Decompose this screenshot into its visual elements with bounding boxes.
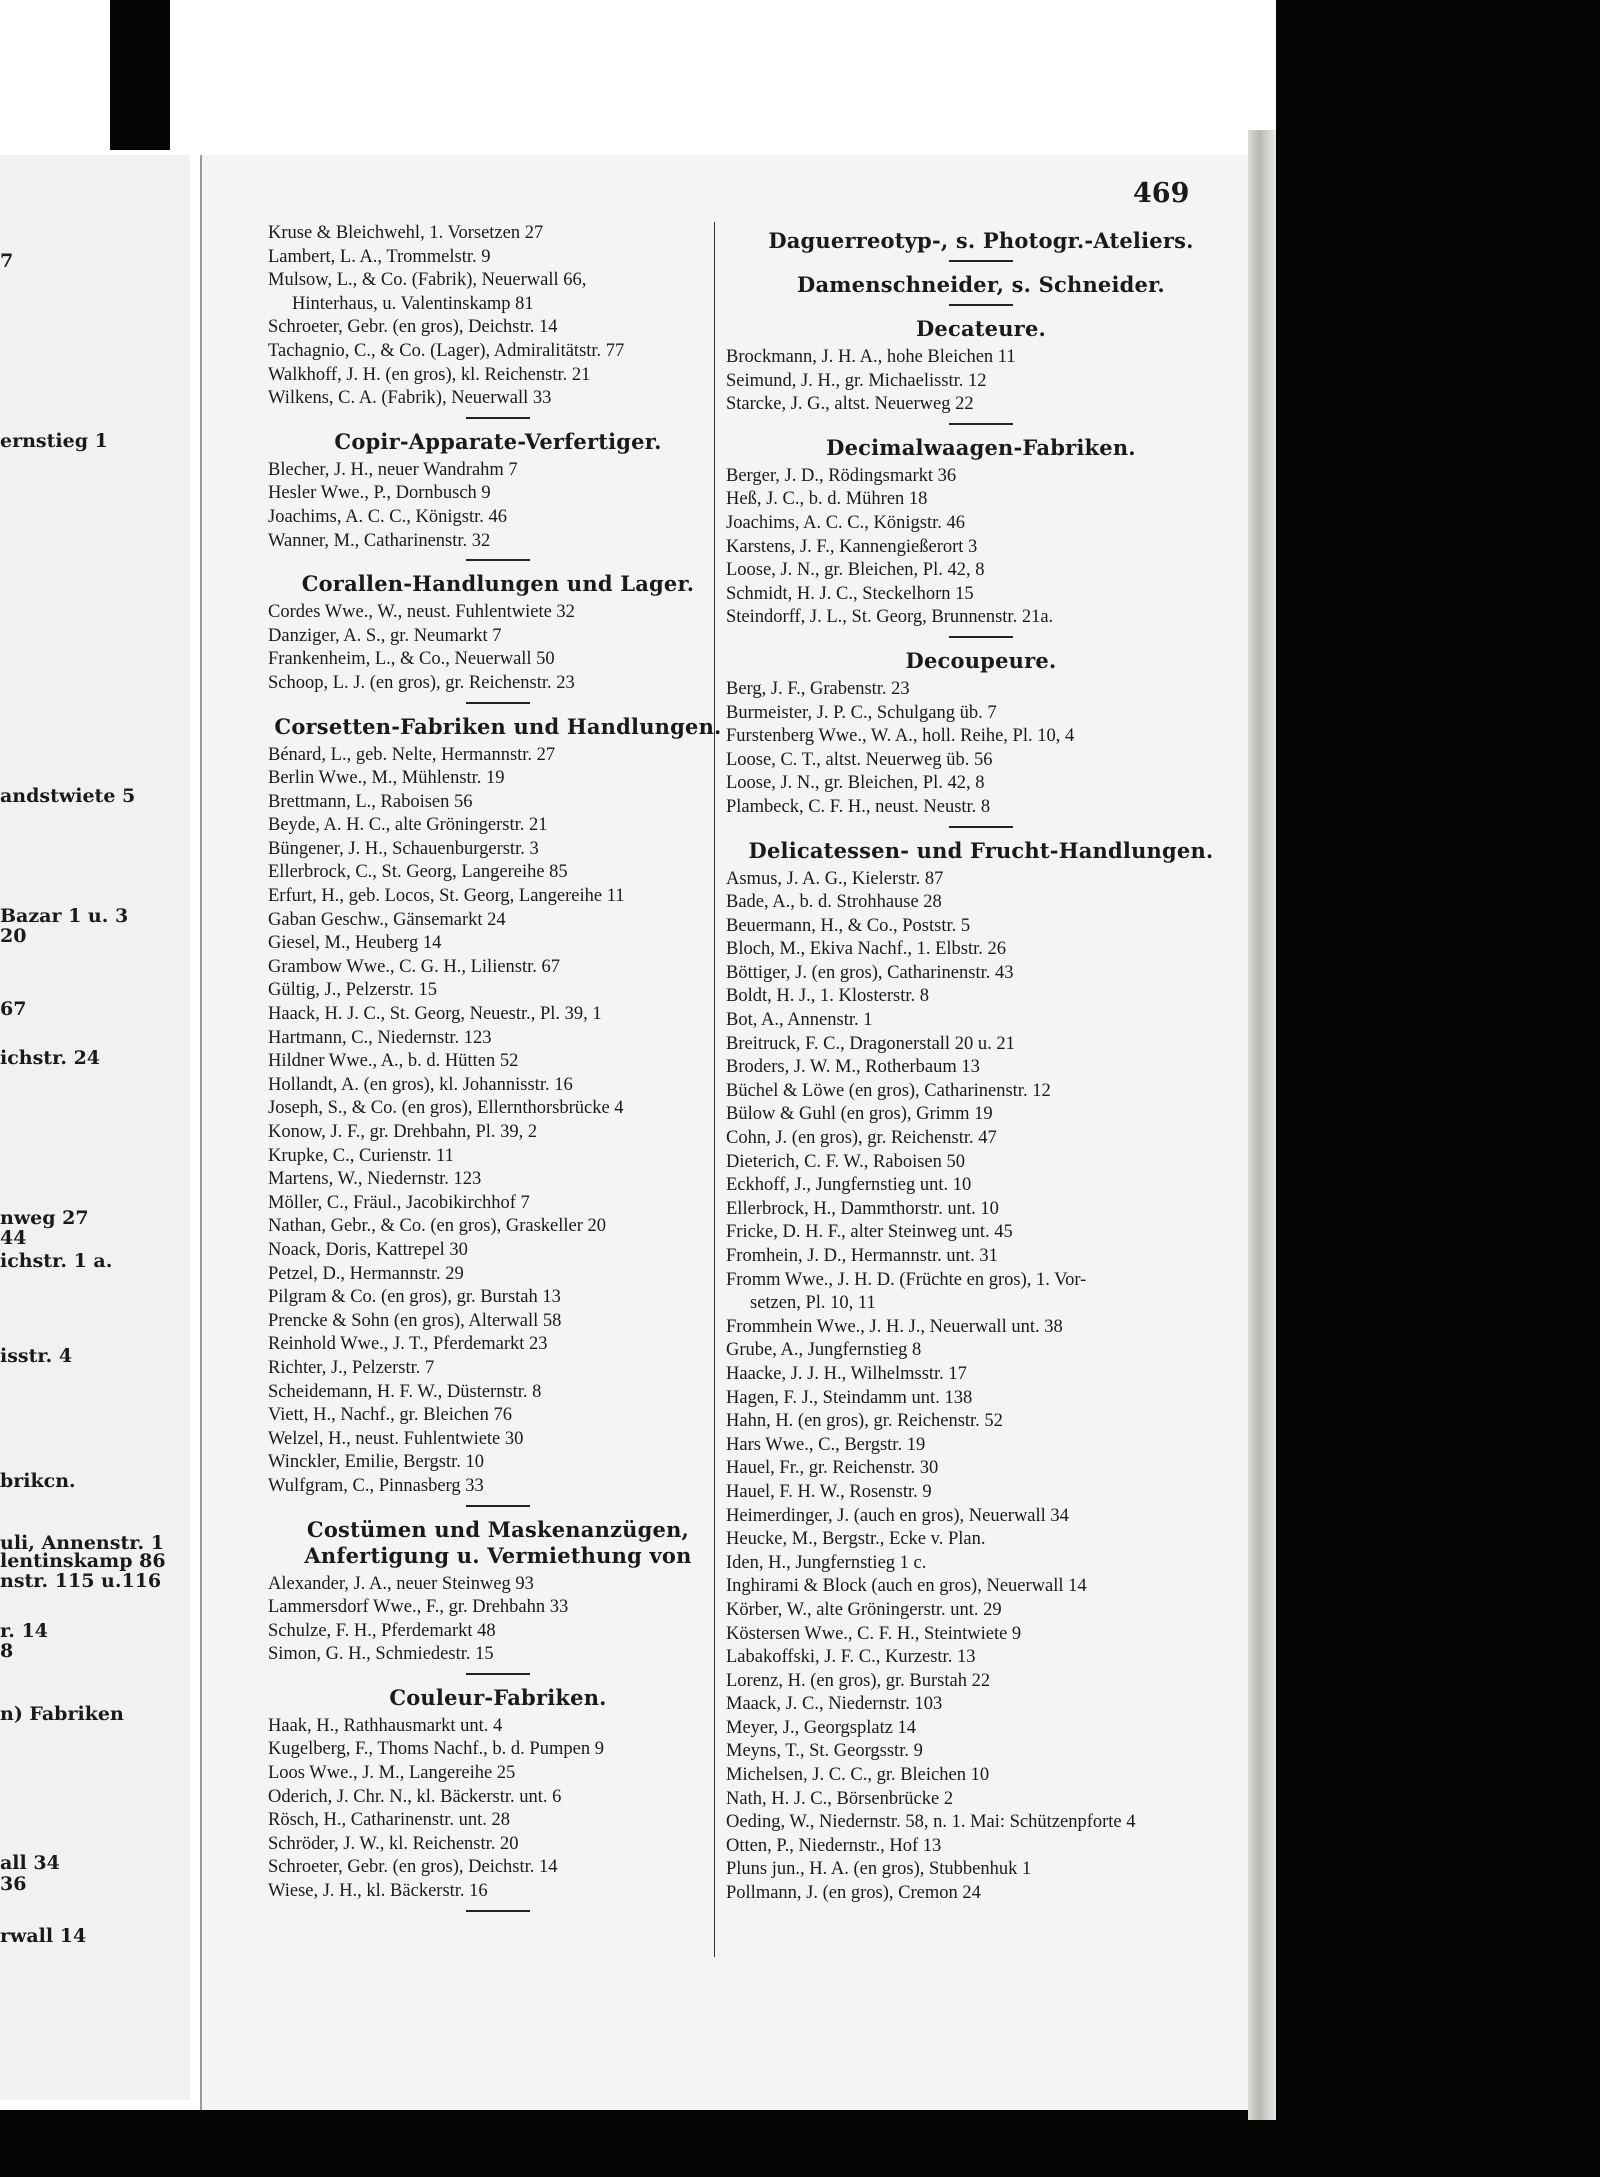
directory-entry: Schoop, L. J. (en gros), gr. Reichenstr. 23 [268, 672, 575, 693]
directory-entry: Büchel & Löwe (en gros), Catharinenstr. 12 [726, 1080, 1051, 1101]
previous-page-fragment: nweg 27 [0, 1207, 89, 1229]
directory-entry: Lammersdorf Wwe., F., gr. Drehbahn 33 [268, 1597, 569, 1618]
directory-entry: Otten, P., Niedernstr., Hof 13 [726, 1835, 942, 1856]
directory-entry: Steindorff, J. L., St. Georg, Brunnenstr. 21a. [726, 607, 1054, 628]
directory-entry: Joachims, A. C. C., Königstr. 46 [268, 506, 507, 527]
directory-entry: Heucke, M., Bergstr., Ecke v. Plan. [726, 1529, 986, 1550]
section-heading: Corallen-Handlungen und Lager. [301, 571, 695, 597]
directory-entry: Erfurt, H., geb. Locos, St. Georg, Langereihe 11 [268, 886, 625, 907]
directory-entry: Schröder, J. W., kl. Reichenstr. 20 [268, 1833, 519, 1854]
directory-section [268, 1517, 728, 1675]
directory-entry: setzen, Pl. 10, 11 [750, 1293, 876, 1314]
section-rule [949, 423, 1013, 425]
directory-entry: Simon, G. H., Schmiedestr. 15 [268, 1644, 494, 1665]
directory-entry: Furstenberg Wwe., W. A., holl. Reihe, Pl. 10, 4 [726, 726, 1075, 747]
previous-page-fragment: 8 [0, 1640, 14, 1662]
section-rule [466, 417, 530, 419]
directory-entry: Pollmann, J. (en gros), Cremon 24 [726, 1883, 981, 1904]
directory-entry: Loose, J. N., gr. Bleichen, Pl. 42, 8 [726, 560, 985, 581]
directory-entry: Lorenz, H. (en gros), gr. Burstah 22 [726, 1670, 991, 1691]
directory-entry: Bülow & Guhl (en gros), Grimm 19 [726, 1104, 993, 1125]
section-heading: Decoupeure. [905, 647, 1057, 673]
directory-entry: Bade, A., b. d. Strohhause 28 [726, 892, 942, 913]
directory-entry: Frommhein Wwe., J. H. J., Neuerwall unt. 38 [726, 1316, 1063, 1337]
directory-section [726, 435, 1236, 638]
section-rule [466, 1910, 530, 1912]
section-heading: Couleur-Fabriken. [389, 1684, 607, 1710]
directory-entry: Reinhold Wwe., J. T., Pferdemarkt 23 [268, 1334, 548, 1355]
directory-entry: Bot, A., Annenstr. 1 [726, 1010, 873, 1031]
directory-entry: Breitruck, F. C., Dragonerstall 20 u. 21 [726, 1033, 1015, 1054]
section-heading: Daguerreotyp-, s. Photogr.-Ateliers. [768, 228, 1194, 253]
directory-entry: Mulsow, L., & Co. (Fabrik), Neuerwall 66, [268, 270, 587, 291]
directory-entry: Joachims, A. C. C., Königstr. 46 [726, 512, 965, 533]
directory-entry: Tachagnio, C., & Co. (Lager), Admiralitätstr. 77 [268, 340, 625, 361]
directory-entry: Fromm Wwe., J. H. D. (Früchte en gros), 1. Vor- [726, 1269, 1087, 1290]
directory-entry: Burmeister, J. P. C., Schulgang üb. 7 [726, 702, 997, 723]
directory-entry: Wanner, M., Catharinenstr. 32 [268, 530, 491, 551]
directory-section [268, 429, 728, 561]
page-edge-shadow [1248, 130, 1276, 2120]
directory-entry: Oderich, J. Chr. N., kl. Bäckerstr. unt. 6 [268, 1786, 562, 1807]
directory-entry: Karstens, J. F., Kannengießerort 3 [726, 536, 978, 557]
directory-entry: Beuermann, H., & Co., Poststr. 5 [726, 915, 971, 936]
directory-entry: Brettmann, L., Raboisen 56 [268, 791, 473, 812]
directory-entry: Hollandt, A. (en gros), kl. Johannisstr. 16 [268, 1074, 573, 1095]
directory-entry: Heß, J. C., b. d. Mühren 18 [726, 489, 928, 510]
section-heading: Costümen und Maskenanzügen, Anfertigung u. Vermiethung von [304, 1516, 692, 1568]
directory-entry: Boldt, H. J., 1. Klosterstr. 8 [726, 986, 929, 1007]
section-heading: Damenschneider, s. Schneider. [797, 272, 1165, 297]
section-heading: Delicatessen- und Frucht-Handlungen. [748, 837, 1214, 863]
section-rule [466, 1505, 530, 1507]
directory-entry: Köstersen Wwe., C. F. H., Steintwiete 9 [726, 1623, 1022, 1644]
previous-page-fragment: ichstr. 24 [0, 1047, 101, 1069]
directory-entry: Viett, H., Nachf., gr. Bleichen 76 [268, 1405, 512, 1426]
directory-entry: Noack, Doris, Kattrepel 30 [268, 1239, 468, 1260]
directory-section [726, 228, 1236, 262]
directory-entry: Joseph, S., & Co. (en gros), Ellernthorsbrücke 4 [268, 1098, 624, 1119]
directory-entry: Cordes Wwe., W., neust. Fuhlentwiete 32 [268, 602, 575, 623]
directory-entry: Broders, J. W. M., Rotherbaum 13 [726, 1057, 980, 1078]
previous-page-fragment: 44 [0, 1227, 27, 1249]
directory-entry: Iden, H., Jungfernstieg 1 c. [726, 1552, 927, 1573]
directory-entry: Fricke, D. H. F., alter Steinweg unt. 45 [726, 1222, 1013, 1243]
previous-page-fragment: andstwiete 5 [0, 785, 136, 807]
directory-entry: Hahn, H. (en gros), gr. Reichenstr. 52 [726, 1411, 1003, 1432]
directory-section [726, 316, 1236, 425]
previous-page-fragment: 36 [0, 1873, 27, 1895]
directory-entry: Grube, A., Jungfernstieg 8 [726, 1340, 922, 1361]
directory-entry: Pilgram & Co. (en gros), gr. Burstah 13 [268, 1287, 561, 1308]
previous-page-fragment: rwall 14 [0, 1925, 87, 1947]
previous-page-fragment: 7 [0, 250, 14, 272]
directory-entry: Oeding, W., Niedernstr. 58, n. 1. Mai: Schützenpforte 4 [726, 1812, 1136, 1833]
directory-entry: Bénard, L., geb. Nelte, Hermannstr. 27 [268, 744, 556, 765]
directory-entry: Meyns, T., St. Georgsstr. 9 [726, 1741, 923, 1762]
directory-entry: Wulfgram, C., Pinnasberg 33 [268, 1475, 484, 1496]
section-rule [949, 636, 1013, 638]
directory-entry: Maack, J. C., Niedernstr. 103 [726, 1694, 943, 1715]
directory-entry: Haacke, J. J. H., Wilhelmsstr. 17 [726, 1363, 967, 1384]
directory-entry: Welzel, H., neust. Fuhlentwiete 30 [268, 1428, 524, 1449]
directory-entry: Schroeter, Gebr. (en gros), Deichstr. 14 [268, 1857, 558, 1878]
directory-entry: Asmus, J. A. G., Kielerstr. 87 [726, 868, 944, 889]
directory-entry: Büngener, J. H., Schauenburgerstr. 3 [268, 838, 539, 859]
directory-entry: Grambow Wwe., C. G. H., Lilienstr. 67 [268, 956, 561, 977]
directory-entry: Kruse & Bleichwehl, 1. Vorsetzen 27 [268, 223, 544, 243]
directory-entry: Blecher, J. H., neuer Wandrahm 7 [268, 459, 518, 480]
directory-entry: Wilkens, C. A. (Fabrik), Neuerwall 33 [268, 388, 552, 409]
directory-entry: Dieterich, C. F. W., Raboisen 50 [726, 1151, 966, 1172]
directory-entry: Pluns jun., H. A. (en gros), Stubbenhuk 1 [726, 1859, 1032, 1880]
directory-section [268, 222, 728, 419]
directory-entry: Walkhoff, J. H. (en gros), kl. Reichenstr. 21 [268, 364, 591, 385]
directory-entry: Seimund, J. H., gr. Michaelisstr. 12 [726, 370, 987, 391]
directory-entry: Heimerdinger, J. (auch en gros), Neuerwall 34 [726, 1505, 1069, 1526]
directory-entry: Plambeck, C. F. H., neust. Neustr. 8 [726, 796, 991, 817]
directory-entry: Krupke, C., Curienstr. 11 [268, 1145, 454, 1166]
scan-border-right [1276, 0, 1600, 2177]
directory-entry: Hars Wwe., C., Bergstr. 19 [726, 1434, 926, 1455]
left-column [268, 222, 728, 1922]
directory-entry: Konow, J. F., gr. Drehbahn, Pl. 39, 2 [268, 1122, 538, 1142]
directory-entry: Wiese, J. H., kl. Bäckerstr. 16 [268, 1881, 488, 1902]
directory-entry: Nathan, Gebr., & Co. (en gros), Graskeller 20 [268, 1216, 607, 1237]
directory-entry: Petzel, D., Hermannstr. 29 [268, 1263, 464, 1284]
directory-entry: Hauel, F. H. W., Rosenstr. 9 [726, 1481, 932, 1502]
directory-entry: Hauel, Fr., gr. Reichenstr. 30 [726, 1458, 939, 1479]
previous-page-fragment: all 34 [0, 1852, 60, 1874]
section-heading: Decateure. [915, 316, 1047, 341]
previous-page-fragment: ernstieg 1 [0, 430, 108, 452]
directory-entry: Loos Wwe., J. M., Langereihe 25 [268, 1763, 516, 1784]
section-rule [466, 702, 530, 704]
directory-entry: Schroeter, Gebr. (en gros), Deichstr. 14 [268, 317, 558, 338]
previous-page-fragment: isstr. 4 [0, 1345, 73, 1367]
directory-entry: Schulze, F. H., Pferdemarkt 48 [268, 1620, 496, 1641]
directory-entry: Loose, J. N., gr. Bleichen, Pl. 42, 8 [726, 773, 985, 794]
previous-page-fragment: ichstr. 1 a. [0, 1250, 113, 1272]
previous-page-fragment: nstr. 115 u.116 [0, 1570, 162, 1592]
directory-entry: Cohn, J. (en gros), gr. Reichenstr. 47 [726, 1128, 997, 1149]
directory-section [268, 714, 728, 1507]
directory-entry: Rösch, H., Catharinenstr. unt. 28 [268, 1810, 511, 1831]
directory-entry: Hartmann, C., Niedernstr. 123 [268, 1027, 492, 1048]
directory-entry: Beyde, A. H. C., alte Gröningerstr. 21 [268, 815, 548, 836]
directory-entry: Schmidt, H. J. C., Steckelhorn 15 [726, 583, 974, 604]
directory-entry: Labakoffski, J. F. C., Kurzestr. 13 [726, 1647, 976, 1668]
section-rule [949, 260, 1013, 262]
directory-entry: Starcke, J. G., altst. Neuerweg 22 [726, 394, 974, 415]
directory-section [726, 838, 1236, 1906]
section-rule [466, 1673, 530, 1675]
section-rule [949, 304, 1013, 306]
directory-entry: Hagen, F. J., Steindamm unt. 138 [726, 1387, 973, 1408]
directory-entry: Danziger, A. S., gr. Neumarkt 7 [268, 625, 502, 646]
directory-section [726, 648, 1236, 828]
directory-entry: Winckler, Emilie, Bergstr. 10 [268, 1452, 485, 1473]
section-rule [949, 826, 1013, 828]
section-heading: Copir-Apparate-Verfertiger. [334, 428, 662, 454]
previous-page-fragment: r. 14 [0, 1620, 48, 1642]
page-number: 469 [1133, 178, 1190, 209]
directory-entry: Gaban Geschw., Gänsemarkt 24 [268, 909, 506, 930]
previous-page-fragment: 67 [0, 998, 27, 1020]
directory-entry: Frankenheim, L., & Co., Neuerwall 50 [268, 649, 555, 670]
directory-entry: Lambert, L. A., Trommelstr. 9 [268, 246, 491, 267]
directory-entry: Scheidemann, H. F. W., Düsternstr. 8 [268, 1381, 542, 1402]
directory-entry: Meyer, J., Georgsplatz 14 [726, 1717, 917, 1738]
directory-entry: Hesler Wwe., P., Dornbusch 9 [268, 483, 491, 504]
directory-entry: Haak, H., Rathhausmarkt unt. 4 [268, 1715, 503, 1736]
directory-section [268, 1685, 728, 1912]
previous-page-fragment: brikcn. [0, 1470, 76, 1492]
previous-page-edge [0, 155, 190, 2100]
section-rule [466, 559, 530, 561]
directory-entry: Brockmann, J. H. A., hohe Bleichen 11 [726, 347, 1016, 367]
directory-entry: Böttiger, J. (en gros), Catharinenstr. 43 [726, 962, 1014, 983]
directory-entry: Inghirami & Block (auch en gros), Neuerwall 14 [726, 1576, 1087, 1597]
directory-entry: Haack, H. J. C., St. Georg, Neuestr., Pl. 39, 1 [268, 1004, 602, 1025]
directory-entry: Ellerbrock, H., Dammthorstr. unt. 10 [726, 1198, 999, 1219]
directory-entry: Alexander, J. A., neuer Steinweg 93 [268, 1573, 534, 1594]
section-heading: Corsetten-Fabriken und Handlungen. [274, 713, 722, 739]
directory-entry: Gültig, J., Pelzerstr. 15 [268, 980, 438, 1001]
directory-entry: Martens, W., Niedernstr. 123 [268, 1169, 482, 1190]
directory-entry: Bloch, M., Ekiva Nachf., 1. Elbstr. 26 [726, 939, 1007, 960]
directory-entry: Richter, J., Pelzerstr. 7 [268, 1357, 435, 1378]
directory-entry: Giesel, M., Heuberg 14 [268, 933, 442, 954]
directory-entry: Körber, W., alte Gröningerstr. unt. 29 [726, 1599, 1002, 1620]
directory-entry: Kugelberg, F., Thoms Nachf., b. d. Pumpen 9 [268, 1739, 604, 1760]
directory-entry: Berger, J. D., Rödingsmarkt 36 [726, 465, 957, 486]
directory-entry: Möller, C., Fräul., Jacobikirchhof 7 [268, 1192, 530, 1213]
directory-entry: Nath, H. J. C., Börsenbrücke 2 [726, 1788, 954, 1809]
section-heading: Decimalwaagen-Fabriken. [826, 434, 1136, 460]
directory-entry: Ellerbrock, C., St. Georg, Langereihe 85 [268, 862, 568, 883]
directory-entry: Fromhein, J. D., Hermannstr. unt. 31 [726, 1246, 998, 1266]
directory-entry: Prencke & Sohn (en gros), Alterwall 58 [268, 1310, 562, 1331]
directory-entry: Hildner Wwe., A., b. d. Hütten 52 [268, 1051, 519, 1072]
directory-section [726, 272, 1236, 306]
previous-page-fragment: 20 [0, 925, 27, 947]
directory-entry: Eckhoff, J., Jungfernstieg unt. 10 [726, 1175, 972, 1196]
previous-page-fragment: n) Fabriken [0, 1703, 124, 1725]
directory-entry: Loose, C. T., altst. Neuerweg üb. 56 [726, 749, 993, 770]
previous-page-fragment: lentinskamp 86 [0, 1550, 166, 1572]
directory-section [268, 571, 728, 703]
right-column [726, 222, 1236, 1916]
directory-entry: Berlin Wwe., M., Mühlenstr. 19 [268, 768, 505, 789]
previous-page-fragment: uli, Annenstr. 1 [0, 1532, 164, 1554]
previous-page-fragment: Bazar 1 u. 3 [0, 905, 129, 927]
directory-entry: Hinterhaus, u. Valentinskamp 81 [292, 293, 534, 314]
directory-entry: Michelsen, J. C. C., gr. Bleichen 10 [726, 1765, 990, 1786]
scan-border-bottom [0, 2110, 1600, 2177]
directory-entry: Berg, J. F., Grabenstr. 23 [726, 678, 910, 699]
scan-border-top-left [110, 0, 170, 150]
